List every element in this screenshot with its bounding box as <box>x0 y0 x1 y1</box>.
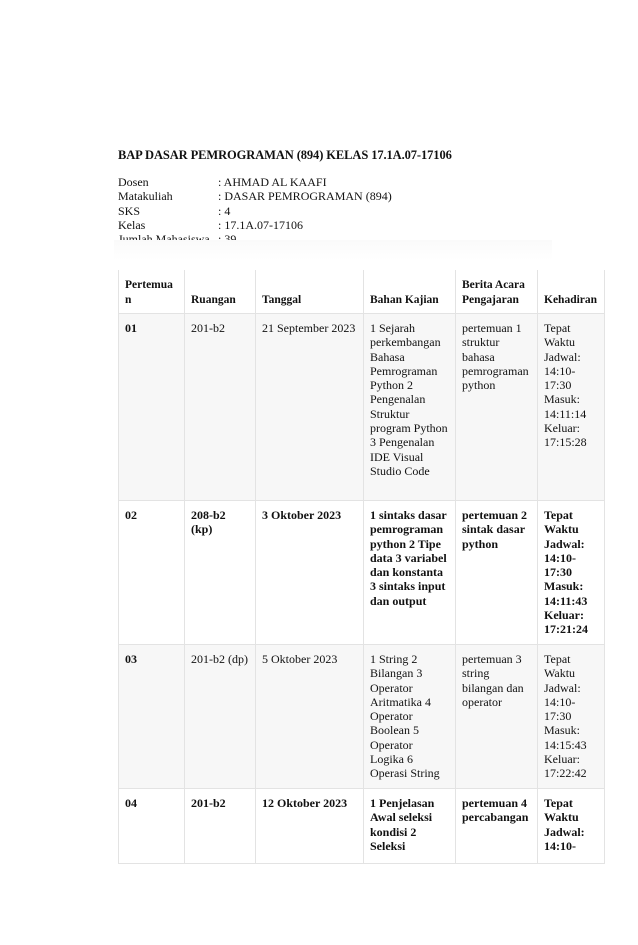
cell-pertemuan: 04 <box>119 789 185 864</box>
header-ruangan: Ruangan <box>185 270 256 314</box>
info-row-sks <box>118 204 392 218</box>
cell-bahan-kajian: 1 Sejarah perkembangan Bahasa Pemrograman Python 2 Pengenalan Struktur program Python 3 Pengenalan IDE Visual Studio Code <box>364 314 456 501</box>
header-berita-acara: Berita Acara Pengajaran <box>456 270 538 314</box>
cell-kehadiran: Tepat Waktu Jadwal: 14:10-17:30 Masuk: 14:15:43 Keluar: 17:22:42 <box>538 645 605 789</box>
document-title: BAP DASAR PEMROGRAMAN (894) KELAS 17.1A.07-17106 <box>118 148 452 162</box>
info-row-dosen <box>118 175 392 189</box>
cell-tanggal: 3 Oktober 2023 <box>256 501 364 645</box>
cell-kehadiran: Tepat Waktu Jadwal: 14:10- <box>538 789 605 864</box>
cell-berita-acara: pertemuan 2 sintak dasar python <box>456 501 538 645</box>
cell-ruangan: 208-b2 (kp) <box>185 501 256 645</box>
cell-tanggal: 5 Oktober 2023 <box>256 645 364 789</box>
header-tanggal: Tanggal <box>256 270 364 314</box>
header-pertemuan: Pertemuan <box>119 270 185 314</box>
cell-pertemuan: 02 <box>119 501 185 645</box>
shade-divider <box>114 240 552 260</box>
cell-bahan-kajian: 1 Penjelasan Awal seleksi kondisi 2 Seleksi <box>364 789 456 864</box>
cell-ruangan: 201-b2 <box>185 789 256 864</box>
table-row <box>119 314 605 501</box>
info-value: : 4 <box>218 203 231 218</box>
info-value: : AHMAD AL KAAFI <box>218 175 327 189</box>
cell-tanggal: 12 Oktober 2023 <box>256 789 364 864</box>
info-label: Dosen <box>118 175 149 189</box>
cell-ruangan: 201-b2 (dp) <box>185 645 256 789</box>
info-value: : DASAR PEMROGRAMAN (894) <box>218 189 392 204</box>
cell-kehadiran: Tepat Waktu Jadwal: 14:10-17:30 Masuk: 14:11:43 Keluar: 17:21:24 <box>538 501 605 645</box>
cell-pertemuan: 01 <box>119 314 185 501</box>
cell-kehadiran: Tepat Waktu Jadwal: 14:10-17:30 Masuk: 14:11:14 Keluar: 17:15:28 <box>538 314 605 501</box>
info-value: : 17.1A.07-17106 <box>218 217 303 232</box>
info-row-kelas <box>118 218 392 232</box>
cell-ruangan: 201-b2 <box>185 314 256 501</box>
info-label: SKS <box>118 203 141 218</box>
info-row-matakuliah <box>118 189 392 203</box>
table-row <box>119 501 605 645</box>
cell-berita-acara: pertemuan 1 struktur bahasa pemrograman python <box>456 314 538 501</box>
table-row <box>119 645 605 789</box>
course-info <box>118 175 392 246</box>
cell-tanggal: 21 September 2023 <box>256 314 364 501</box>
info-label: Kelas <box>118 217 146 232</box>
cell-bahan-kajian: 1 String 2 Bilangan 3 Operator Aritmatika 4 Operator Boolean 5 Operator Logika 6 Operasi String <box>364 645 456 789</box>
table-header-row <box>119 270 605 314</box>
info-label: Matakuliah <box>118 189 173 204</box>
cell-berita-acara: pertemuan 4 percabangan <box>456 789 538 864</box>
header-kehadiran: Kehadiran <box>538 270 605 314</box>
header-bahan-kajian: Bahan Kajian <box>364 270 456 314</box>
table-row <box>119 789 605 864</box>
cell-berita-acara: pertemuan 3 string bilangan dan operator <box>456 645 538 789</box>
bap-table <box>118 270 605 864</box>
cell-bahan-kajian: 1 sintaks dasar pemrograman python 2 Tipe data 3 variabel dan konstanta 3 sintaks input dan output <box>364 501 456 645</box>
cell-pertemuan: 03 <box>119 645 185 789</box>
